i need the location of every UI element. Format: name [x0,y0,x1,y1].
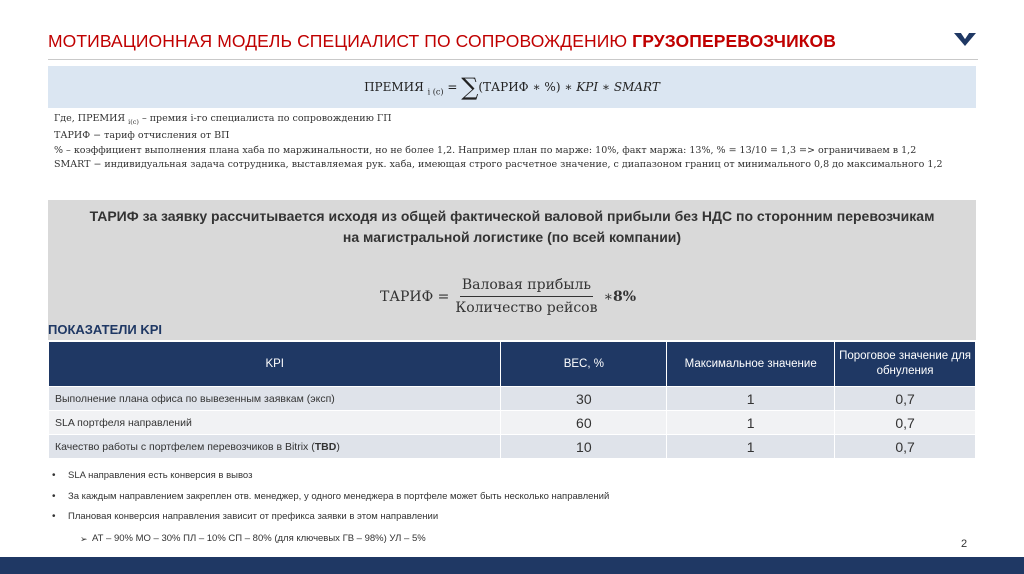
page-title: МОТИВАЦИОННАЯ МОДЕЛЬ СПЕЦИАЛИСТ ПО СОПРОВОЖДЕНИЮ ГРУЗОПЕРЕВОЗЧИКОВ [48,31,836,51]
list-item: • За каждым направлением закреплен отв. менеджер, у одного менеджера в портфеле может быть несколько направлений [52,490,609,511]
kpi-weight: 30 [501,387,667,411]
sub-list-item: ➢ АТ – 90% МО – 30% ПЛ – 10% СП – 80% (для ключевых ГВ – 98%) УЛ – 5% [80,532,426,544]
table-row [49,411,976,435]
arrow-bullet-icon: ➢ [80,533,88,544]
list-item: • SLA направления есть конверсия в вывоз [52,469,609,490]
table-header [49,342,976,387]
tarif-numerator: Валовая прибыль [460,277,593,297]
definition-smart: SMART − индивидуальная задача сотрудника, выставляемая рук. хаба, имеющая строго расчетное значение, с диапазоном границ от минимального 0,8 до максимального 1,2 [54,159,943,171]
tarif-panel [48,200,976,340]
tarif-heading: ТАРИФ за заявку рассчитывается исходя из общей фактической валовой прибыли без НДС по сторонним перевозчикам на магистральной логистике (по всей компании) [89,208,935,245]
header-weight: ВЕС, % [501,342,667,387]
kpi-max: 1 [667,411,835,435]
table-row [49,435,976,459]
header-max: Максимальное значение [667,342,835,387]
header-threshold: Пороговое значение для обнуления [835,342,976,387]
footer-bar [0,557,1024,574]
definition-tarif: ТАРИФ − тариф отчисления от ВП [54,130,230,142]
kpi-name: Качество работы с портфелем перевозчиков в Bitrix (TBD) [49,435,501,459]
kpi-section-title: ПОКАЗАТЕЛИ KPI [48,322,163,337]
table-row [49,387,976,411]
kpi-threshold: 0,7 [835,387,976,411]
header-kpi: KPI [49,342,501,387]
list-item: • Плановая конверсия направления зависит от префикса заявки в этом направлении [52,510,609,531]
tarif-formula: ТАРИФ = $\frac{\text{Валовая прибыль}}{\text{Количество рейсов}}$ ∗ 8% [380,277,637,316]
tarif-denominator: Количество рейсов [455,300,598,316]
kpi-weight: 10 [501,435,667,459]
kpi-threshold: 0,7 [835,435,976,459]
kpi-name: Выполнение плана офиса по вывезенным заявкам (эксп) [49,387,501,411]
kpi-max: 1 [667,435,835,459]
notes-list [52,469,609,546]
bonus-formula: ПРЕМИЯ $_{i (с)}$ = ∑(ТАРИФ ∗ %) ∗ KPI ∗ SMART [48,66,976,108]
chevron-logo-icon [953,30,977,48]
definition-percent: % – коэффициент выполнения плана хаба по маржинальности, но не более 1,2. Например план по марже: 10%, факт маржа: 13%, % = 13/10 = 1,3 => ограничиваем в 1,2 [54,144,917,156]
title-divider [48,59,978,60]
kpi-table [48,341,976,459]
kpi-max: 1 [667,387,835,411]
definition-bonus: Где, ПРЕМИЯ $_{i(с)}$ – премия i-го специалиста по сопровождению ГП [54,113,392,126]
kpi-name: SLA портфеля направлений [49,411,501,435]
kpi-weight: 60 [501,411,667,435]
page-number: 2 [961,538,968,550]
kpi-threshold: 0,7 [835,411,976,435]
formula-definitions [54,112,943,173]
